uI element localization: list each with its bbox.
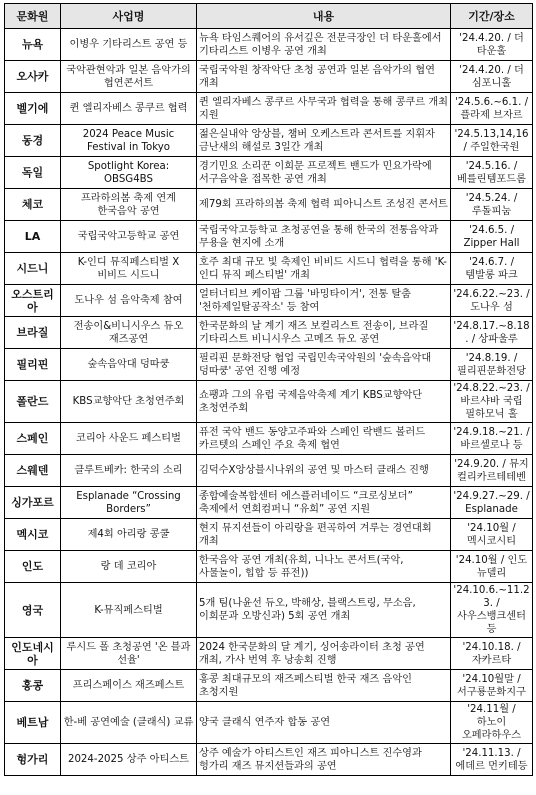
cell-center: 싱가포르 bbox=[5, 487, 61, 519]
cell-content: 상주 예술가 아티스트인 재즈 피아니스트 진수영과 헝가리 재즈 뮤지션들과의 공연 bbox=[197, 744, 451, 776]
cell-center: 스웨덴 bbox=[5, 455, 61, 487]
cell-content: 경기민요 소리꾼 이희문 프로젝트 밴드가 민요가락에 서구음악을 접목한 공연 개최 bbox=[197, 157, 451, 189]
cell-period: '24.11.13. / 에데르 먼키테등 bbox=[451, 744, 533, 776]
cell-center: 영국 bbox=[5, 583, 61, 638]
table-row bbox=[5, 670, 533, 702]
cell-center: 브라질 bbox=[5, 317, 61, 349]
table-row bbox=[5, 349, 533, 381]
header-period: 기간/장소 bbox=[451, 4, 533, 29]
cell-program: 프리스페이스 재즈페스트 bbox=[61, 670, 197, 702]
cell-program: 프라하의봄 축제 연계 한국음악 공연 bbox=[61, 189, 197, 221]
cell-period: '24.9.27.~29. / Esplanade bbox=[451, 487, 533, 519]
table-row bbox=[5, 487, 533, 519]
table-row bbox=[5, 583, 533, 638]
cell-center: 오스트리아 bbox=[5, 285, 61, 317]
header-row bbox=[5, 4, 533, 29]
cell-content: 홍콩 최대규모의 재즈페스티벌 한국 재즈 음악인 초청지원 bbox=[197, 670, 451, 702]
table-row bbox=[5, 221, 533, 253]
cell-program: 도나우 섬 음악축제 참여 bbox=[61, 285, 197, 317]
table-row bbox=[5, 189, 533, 221]
table-header bbox=[5, 4, 533, 29]
cell-period: '24.4.20. / 더 타운홀 bbox=[451, 29, 533, 61]
cell-center: 멕시코 bbox=[5, 519, 61, 551]
cell-period: '24.8.17.~8.18. / 상파울루 bbox=[451, 317, 533, 349]
cell-program: 국악관현악과 일본 음악가의 협연콘서트 bbox=[61, 61, 197, 93]
cell-period: '24.10월 / 인도 뉴델리 bbox=[451, 551, 533, 583]
events-table bbox=[4, 3, 533, 776]
cell-period: '24.5.24. / 루돌피눔 bbox=[451, 189, 533, 221]
table-body bbox=[5, 29, 533, 776]
table-row bbox=[5, 93, 533, 125]
cell-content: 5개 팀(나윤선 듀오, 박해상, 블랙스트링, 무소음, 이희문과 오방신과) 5회 공연 개최 bbox=[197, 583, 451, 638]
cell-content: 퓨전 국악 밴드 동양고주파와 스페인 락밴드 볼러드 카르텟의 스페인 주요 축제 협연 bbox=[197, 423, 451, 455]
cell-program: Spotlight Korea: OBSG4BS bbox=[61, 157, 197, 189]
table-row bbox=[5, 29, 533, 61]
table-row bbox=[5, 157, 533, 189]
cell-period: '24.10월말 / 서구룡문화지구 bbox=[451, 670, 533, 702]
cell-center: 벨기에 bbox=[5, 93, 61, 125]
cell-center: 홍콩 bbox=[5, 670, 61, 702]
cell-program: 이병우 기타리스트 공연 등 bbox=[61, 29, 197, 61]
cell-content: 제79회 프라하의봄 축제 협력 피아니스트 조성진 콘서트 bbox=[197, 189, 451, 221]
cell-content: 한국음악 공연 개최(유희, 니나노 콘서트(국악, 사물놀이, 힙합 등 퓨전)) bbox=[197, 551, 451, 583]
cell-period: '24.8.19. / 필리핀문화전당 bbox=[451, 349, 533, 381]
cell-center: 스페인 bbox=[5, 423, 61, 455]
cell-period: '24.11월 / 하노이 오페라하우스 bbox=[451, 702, 533, 744]
cell-center: 오사카 bbox=[5, 61, 61, 93]
cell-program: 2024 Peace Music Festival in Tokyo bbox=[61, 125, 197, 157]
table-row bbox=[5, 423, 533, 455]
cell-period: '24.8.22.~23. / 바르샤바 국립 필하모닉 홀 bbox=[451, 381, 533, 423]
cell-program: KBS교향악단 초청연주회 bbox=[61, 381, 197, 423]
header-content: 내용 bbox=[197, 4, 451, 29]
table-row bbox=[5, 61, 533, 93]
cell-program: 퀸 엘리자베스 콩쿠르 협력 bbox=[61, 93, 197, 125]
cell-period: '24.6.5. / Zipper Hall bbox=[451, 221, 533, 253]
cell-period: '24.9.18.~21. / 바르셀로나 등 bbox=[451, 423, 533, 455]
cell-center: 인도네시아 bbox=[5, 638, 61, 670]
cell-program: 클루트베카: 한국의 소리 bbox=[61, 455, 197, 487]
cell-program: K-인디 뮤직페스티벌 X 비비드 시드니 bbox=[61, 253, 197, 285]
cell-center: LA bbox=[5, 221, 61, 253]
table-row bbox=[5, 285, 533, 317]
table-row bbox=[5, 253, 533, 285]
cell-content: 쇼팽과 그의 유럽 국제음악축제 계기 KBS교향악단 초청연주회 bbox=[197, 381, 451, 423]
cell-period: '24.6.22.~23. / 도나우 섬 bbox=[451, 285, 533, 317]
cell-program: Esplanade “Crossing Borders” bbox=[61, 487, 197, 519]
cell-content: 퀸 엘리자베스 콩쿠르 사무국과 협력을 통해 콩쿠르 개최 지원 bbox=[197, 93, 451, 125]
cell-content: 양국 클래식 연주자 합동 공연 bbox=[197, 702, 451, 744]
cell-program: 랑 데 코리아 bbox=[61, 551, 197, 583]
cell-content: 얼터너티브 케이팝 그룹 '바밍타이거', 전통 탈춤 '천하제일탈공작소' 등 참여 bbox=[197, 285, 451, 317]
table-row bbox=[5, 125, 533, 157]
table-row bbox=[5, 638, 533, 670]
cell-program: 코리아 사운드 페스티벌 bbox=[61, 423, 197, 455]
cell-period: '24.10월 / 멕시코시티 bbox=[451, 519, 533, 551]
cell-content: 뉴욕 타임스퀘어의 유서깊은 전문극장인 더 타운홀에서 기타리스트 이병우 공연 개최 bbox=[197, 29, 451, 61]
cell-period: '24.5.16. / 베를린템포드롬 bbox=[451, 157, 533, 189]
cell-center: 독일 bbox=[5, 157, 61, 189]
cell-center: 시드니 bbox=[5, 253, 61, 285]
table-row bbox=[5, 317, 533, 349]
cell-program: 제4회 아리랑 콩쿨 bbox=[61, 519, 197, 551]
cell-center: 체코 bbox=[5, 189, 61, 221]
cell-program: 전송이&비니시우스 듀오 재즈공연 bbox=[61, 317, 197, 349]
cell-content: 젊은실내악 앙상블, 챔버 오케스트라 콘서트를 지휘자 금난새의 해설로 3일간 개최 bbox=[197, 125, 451, 157]
cell-center: 뉴욕 bbox=[5, 29, 61, 61]
table-row bbox=[5, 702, 533, 744]
cell-period: '24.6.7. / 템발롱 파크 bbox=[451, 253, 533, 285]
cell-program: K-뮤직페스티벌 bbox=[61, 583, 197, 638]
cell-content: 필리핀 문화전당 협업 국립민속국악원의 '숲속음악대 덩따쿵' 공연 진행 예정 bbox=[197, 349, 451, 381]
cell-content: 한국문화의 날 계기 재즈 보컬리스트 전송이, 브라질 기타리스트 비니시우스 고메즈 듀오 공연 bbox=[197, 317, 451, 349]
cell-period: '24.4.20. / 더 심포니홀 bbox=[451, 61, 533, 93]
cell-content: 국립국악원 창작악단 초청 공연과 일본 음악가의 협연 개최 bbox=[197, 61, 451, 93]
cell-center: 필리핀 bbox=[5, 349, 61, 381]
table-row bbox=[5, 551, 533, 583]
cell-content: 호주 최대 규모 빛 축제인 비비드 시드니 협력을 통해 'K-인디 뮤직 페스티벌' 개최 bbox=[197, 253, 451, 285]
table-row bbox=[5, 744, 533, 776]
cell-content: 종합예술복합센터 에스플러네이드 “크로싱보더” 축제에서 연희컴퍼니 “유희” 공연 지원 bbox=[197, 487, 451, 519]
cell-period: '24.10.6.~11.23. / 사우스뱅크센터 등 bbox=[451, 583, 533, 638]
cell-program: 국립국악고등학교 공연 bbox=[61, 221, 197, 253]
cell-period: '24.5.6.~6.1. / 플라제 브자르 bbox=[451, 93, 533, 125]
header-center: 문화원 bbox=[5, 4, 61, 29]
cell-center: 베트남 bbox=[5, 702, 61, 744]
cell-period: '24.5.13,14,16/ 주일한국원 bbox=[451, 125, 533, 157]
events-table-container bbox=[4, 3, 532, 776]
header-program: 사업명 bbox=[61, 4, 197, 29]
cell-content: 국립국악고등학교 초청공연을 통해 한국의 전통음악과 무용을 현지에 소개 bbox=[197, 221, 451, 253]
table-row bbox=[5, 381, 533, 423]
cell-period: '24.10.18. / 자카르타 bbox=[451, 638, 533, 670]
cell-program: 한-베 공연예술 (클래식) 교류 bbox=[61, 702, 197, 744]
cell-center: 동경 bbox=[5, 125, 61, 157]
table-row bbox=[5, 455, 533, 487]
cell-content: 현지 뮤지션들이 아리랑을 편곡하여 겨루는 경연대회 개최 bbox=[197, 519, 451, 551]
cell-center: 폴란드 bbox=[5, 381, 61, 423]
cell-period: '24.9.20. / 뮤지 컬리카르테테벤 bbox=[451, 455, 533, 487]
cell-content: 2024 한국문화의 달 계기, 싱어송라이터 초청 공연 개최, 가사 번역 후 낭송회 진행 bbox=[197, 638, 451, 670]
table-row bbox=[5, 519, 533, 551]
cell-center: 인도 bbox=[5, 551, 61, 583]
cell-program: 2024-2025 상주 아티스트 bbox=[61, 744, 197, 776]
cell-content: 김덕수X앙상블시나위의 공연 및 마스터 클래스 진행 bbox=[197, 455, 451, 487]
cell-program: 숲속음악대 덩따쿵 bbox=[61, 349, 197, 381]
cell-center: 헝가리 bbox=[5, 744, 61, 776]
cell-program: 루시드 폴 초청공연 '온 블과 선율' bbox=[61, 638, 197, 670]
